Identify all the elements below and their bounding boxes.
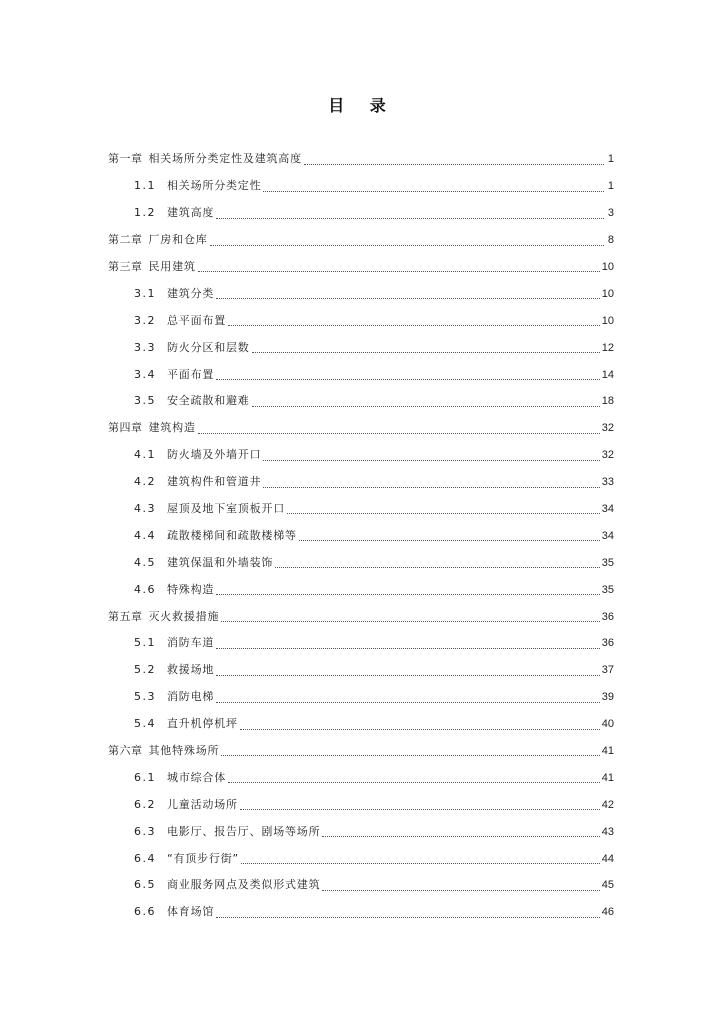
- toc-dot-leader: [228, 324, 600, 326]
- toc-section-entry[interactable]: [108, 630, 614, 657]
- toc-entry-number: 4.2: [134, 475, 156, 489]
- toc-entry-title: 厂房和仓库: [148, 233, 208, 247]
- toc-entry-title: 电影厅、报告厅、剧场等场所: [167, 824, 321, 838]
- toc-entry-number: 4.5: [134, 555, 156, 569]
- toc-entry-title: 建筑构造: [148, 421, 196, 435]
- toc-entry-number: 第二章: [108, 233, 143, 247]
- toc-page-number: 33: [601, 476, 614, 489]
- toc-section-entry[interactable]: [108, 791, 614, 818]
- toc-dot-leader: [216, 297, 600, 299]
- toc-entry-title: 特殊构造: [167, 582, 215, 596]
- toc-entry-number: 第一章: [108, 152, 143, 166]
- toc-entry-title: 儿童活动场所: [167, 797, 238, 811]
- toc-page-number: 10: [601, 314, 614, 327]
- toc-page-number: 1: [607, 180, 614, 193]
- toc-entry-title: 相关场所分类定性: [167, 179, 262, 193]
- toc-entry-title: 相关场所分类定性及建筑高度: [148, 152, 302, 166]
- toc-entry-number: 3.3: [134, 340, 156, 354]
- toc-section-entry[interactable]: [108, 657, 614, 684]
- toc-dot-leader: [252, 405, 600, 407]
- toc-dot-leader: [299, 539, 600, 541]
- toc-entry-title: 疏散楼梯间和疏散楼梯等: [167, 528, 297, 542]
- toc-entry-title: 建筑构件和管道井: [167, 475, 262, 489]
- toc-entry-title: 安全疏散和避难: [167, 394, 250, 408]
- toc-section-entry[interactable]: [108, 818, 614, 845]
- toc-page-number: 12: [601, 341, 614, 354]
- toc-section-entry[interactable]: [108, 442, 614, 469]
- toc-page-number: 34: [601, 529, 614, 542]
- toc-page-number: 18: [601, 395, 614, 408]
- toc-entry-title: 建筑保温和外墙装饰: [167, 555, 274, 569]
- toc-dot-leader: [198, 270, 600, 272]
- toc-entry-title: 其他特殊场所: [148, 744, 220, 758]
- toc-page-number: 3: [607, 207, 614, 220]
- toc-page-number: 43: [601, 825, 614, 838]
- toc-chapter-entry[interactable]: [108, 254, 614, 281]
- toc-section-entry[interactable]: [108, 200, 614, 227]
- toc-entry-title: 商业服务网点及类似形式建筑: [167, 878, 321, 892]
- toc-page-number: 36: [601, 637, 614, 650]
- toc-dot-leader: [216, 674, 600, 676]
- toc-entry-number: 第五章: [108, 609, 143, 623]
- table-of-contents: [108, 146, 614, 926]
- toc-dot-leader: [252, 351, 600, 353]
- toc-section-entry[interactable]: [108, 845, 614, 872]
- toc-page-number: 34: [601, 503, 614, 516]
- toc-entry-title: 民用建筑: [148, 260, 196, 273]
- toc-dot-leader: [275, 566, 600, 568]
- toc-page-number: 37: [601, 664, 614, 677]
- toc-entry-title: 救援场地: [167, 663, 215, 677]
- toc-section-entry[interactable]: [108, 549, 614, 576]
- toc-entry-number: 5.1: [134, 636, 156, 650]
- toc-section-entry[interactable]: [108, 280, 614, 307]
- toc-page-number: 10: [601, 261, 614, 273]
- toc-dot-leader: [240, 808, 600, 810]
- toc-dot-leader: [210, 244, 605, 246]
- toc-chapter-entry[interactable]: [108, 603, 614, 630]
- toc-page-number: 35: [601, 556, 614, 569]
- toc-entry-number: 3.5: [134, 394, 156, 408]
- toc-dot-leader: [322, 889, 599, 891]
- toc-page-number: 41: [601, 745, 614, 758]
- toc-entry-title: 防火分区和层数: [167, 340, 250, 354]
- toc-section-entry[interactable]: [108, 334, 614, 361]
- toc-dot-leader: [216, 701, 600, 703]
- toc-entry-number: 5.2: [134, 663, 156, 677]
- toc-dot-leader: [216, 916, 600, 918]
- toc-entry-title: 总平面布置: [167, 313, 226, 327]
- toc-page-number: 32: [601, 449, 614, 462]
- toc-entry-title: 消防车道: [167, 636, 215, 650]
- toc-dot-leader: [322, 835, 599, 837]
- toc-dot-leader: [216, 593, 600, 595]
- toc-entry-title: 建筑分类: [167, 286, 215, 300]
- toc-entry-number: 4.4: [134, 528, 156, 542]
- toc-entry-number: 4.3: [134, 502, 156, 516]
- toc-entry-number: 6.5: [134, 878, 156, 892]
- toc-entry-title: “有顶步行街”: [167, 851, 239, 865]
- toc-section-entry[interactable]: [108, 899, 614, 926]
- toc-section-entry[interactable]: [108, 307, 614, 334]
- toc-entry-number: 6.4: [134, 851, 156, 865]
- toc-dot-leader: [216, 647, 600, 649]
- toc-entry-number: 第三章: [108, 260, 143, 273]
- toc-page-number: 39: [601, 691, 614, 704]
- toc-page-number: 8: [607, 234, 614, 247]
- toc-page-number: 36: [601, 610, 614, 623]
- toc-entry-number: 1.1: [134, 179, 156, 193]
- toc-chapter-entry[interactable]: [108, 415, 614, 442]
- page-title: 目 录: [328, 96, 396, 115]
- toc-entry-title: 屋顶及地下室顶板开口: [167, 502, 285, 516]
- toc-section-entry[interactable]: [108, 872, 614, 899]
- toc-entry-title: 直升机停机坪: [167, 717, 238, 731]
- toc-dot-leader: [216, 378, 600, 380]
- toc-page-number: 41: [601, 771, 614, 784]
- toc-entry-number: 3.2: [134, 313, 156, 327]
- toc-entry-number: 5.3: [134, 690, 156, 704]
- toc-dot-leader: [263, 190, 604, 192]
- toc-entry-number: 3.1: [134, 286, 156, 300]
- toc-entry-title: 建筑高度: [167, 206, 215, 220]
- toc-entry-number: 6.1: [134, 770, 156, 784]
- toc-page-number: 32: [601, 422, 614, 435]
- toc-page-number: 35: [601, 583, 614, 596]
- toc-dot-leader: [240, 728, 600, 730]
- toc-entry-number: 6.6: [134, 905, 156, 919]
- toc-chapter-entry[interactable]: [108, 146, 614, 173]
- toc-entry-title: 体育场馆: [167, 905, 215, 919]
- toc-entry-title: 消防电梯: [167, 690, 215, 704]
- toc-dot-leader: [263, 486, 599, 488]
- toc-page-number: 42: [601, 798, 614, 811]
- toc-dot-leader: [198, 432, 600, 434]
- toc-section-entry[interactable]: [108, 764, 614, 791]
- toc-section-entry[interactable]: [108, 388, 614, 415]
- toc-entry-number: 5.4: [134, 717, 156, 731]
- toc-page-number: 40: [601, 718, 614, 731]
- toc-entry-number: 6.3: [134, 824, 156, 838]
- toc-entry-number: 6.2: [134, 797, 156, 811]
- toc-chapter-entry[interactable]: [108, 227, 614, 254]
- toc-section-entry[interactable]: [108, 361, 614, 388]
- toc-section-entry[interactable]: [108, 576, 614, 603]
- toc-entry-number: 第六章: [108, 744, 143, 758]
- toc-dot-leader: [241, 862, 600, 864]
- toc-section-entry[interactable]: [108, 173, 614, 200]
- toc-section-entry[interactable]: [108, 522, 614, 549]
- toc-entry-number: 1.2: [134, 206, 156, 220]
- toc-entry-title: 防火墙及外墙开口: [167, 448, 262, 462]
- toc-entry-number: 3.4: [134, 367, 156, 381]
- toc-dot-leader: [216, 217, 604, 219]
- toc-dot-leader: [287, 512, 600, 514]
- toc-section-entry[interactable]: [108, 469, 614, 496]
- toc-section-entry[interactable]: [108, 496, 614, 523]
- toc-page-number: 44: [601, 852, 614, 865]
- toc-dot-leader: [221, 754, 599, 756]
- toc-dot-leader: [263, 459, 599, 461]
- toc-dot-leader: [228, 781, 600, 783]
- toc-entry-title: 灭火救援措施: [148, 609, 220, 623]
- toc-section-entry[interactable]: [108, 711, 614, 738]
- toc-page-number: 45: [601, 879, 614, 892]
- toc-entry-title: 城市综合体: [167, 770, 226, 784]
- toc-entry-number: 4.1: [134, 448, 156, 462]
- toc-page-number: 14: [601, 368, 614, 381]
- toc-chapter-entry[interactable]: [108, 738, 614, 765]
- toc-entry-number: 4.6: [134, 582, 156, 596]
- toc-section-entry[interactable]: [108, 684, 614, 711]
- toc-entry-number: 第四章: [108, 421, 143, 435]
- toc-page-number: 1: [607, 153, 614, 166]
- toc-page-number: 46: [601, 906, 614, 919]
- toc-dot-leader: [221, 620, 599, 622]
- toc-entry-title: 平面布置: [167, 367, 215, 381]
- toc-dot-leader: [304, 163, 604, 165]
- toc-page-number: 10: [601, 287, 614, 300]
